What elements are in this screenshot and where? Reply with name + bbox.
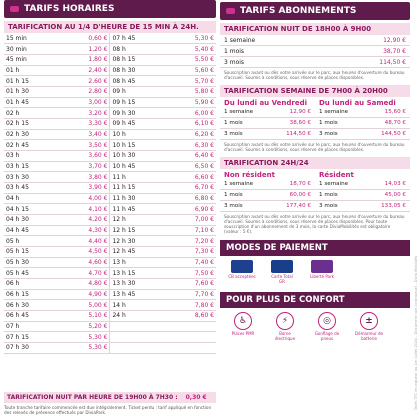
price-cell: 5,70 €	[167, 76, 216, 87]
table-row	[4, 225, 216, 236]
hourly-footnote: Toute tranche tarifaire commencée est due intégralement. Ticket perdu : tarif appliqué en fonction des relevés de présence effectués par DiviaPark.	[4, 405, 212, 415]
price-cell: 4,40 €	[60, 236, 110, 247]
table-row	[4, 118, 216, 129]
duration-cell: 24 h	[110, 310, 168, 321]
duration-cell: 07 h 45	[110, 33, 168, 44]
list-item	[315, 118, 410, 129]
total-gr-card-icon	[271, 260, 293, 273]
price-cell: 6,90 €	[167, 204, 216, 215]
price-cell: 5,20 €	[60, 321, 110, 332]
duration-cell: 06 h	[4, 278, 60, 289]
table-row	[4, 246, 216, 257]
price-cell	[167, 332, 216, 343]
hourly-rates-title: TARIFS HORAIRES	[24, 4, 115, 14]
price-cell: 1,20 €	[60, 44, 110, 55]
table-row	[4, 108, 216, 119]
table-row	[4, 332, 216, 343]
price-value: 45,00 €	[384, 192, 406, 198]
price-cell: 7,70 €	[167, 289, 216, 300]
hourly-rates-table	[4, 33, 216, 354]
list-item	[315, 107, 410, 118]
payment-methods	[220, 256, 410, 288]
table-row	[4, 97, 216, 108]
price-cell: 4,30 €	[60, 225, 110, 236]
table-row	[4, 44, 216, 55]
duration-cell: 11 h 30	[110, 193, 168, 204]
duration-cell: 02 h 45	[4, 140, 60, 151]
price-cell: 3,60 €	[60, 150, 110, 161]
price-cell: 6,20 €	[167, 129, 216, 140]
list-item	[220, 57, 410, 68]
full-col2-label: Résident	[319, 171, 354, 179]
table-row	[4, 129, 216, 140]
duration-cell: 08 h 45	[110, 76, 168, 87]
price-cell: 3,50 €	[60, 140, 110, 151]
payment-title: MODES DE PAIEMENT	[226, 243, 328, 253]
duration-cell: 07 h 15	[4, 332, 60, 343]
duration-cell: 12 h 45	[110, 246, 168, 257]
payment-header	[220, 240, 410, 256]
price-cell	[167, 321, 216, 332]
price-cell: 6,70 €	[167, 182, 216, 193]
table-row	[4, 150, 216, 161]
night-subscription-note: Souscription avant ou dès votre arrivée sur le parc, aux heures d'ouverture du bureau d'accueil. Soumis à conditions, sous réserve de places disponibles.	[224, 70, 405, 80]
duration-cell: 01 h	[4, 65, 60, 76]
table-row	[4, 204, 216, 215]
price-cell: 3,00 €	[60, 97, 110, 108]
duration-cell: 05 h	[4, 236, 60, 247]
price-value: 48,70 €	[384, 120, 406, 126]
duration-cell: 10 h 45	[110, 161, 168, 172]
price-cell: 7,00 €	[167, 214, 216, 225]
price-cell: 6,30 €	[167, 140, 216, 151]
hourly-rates-subtitle: TARIFICATION AU 1/4 D'HEURE DE 15 MIN À 24H.	[4, 21, 216, 33]
table-row	[4, 65, 216, 76]
price-cell: 7,40 €	[167, 257, 216, 268]
duration-cell: 05 h 15	[4, 246, 60, 257]
table-row	[4, 321, 216, 332]
period-label: 1 mois	[224, 192, 243, 198]
duration-cell: 01 h 15	[4, 76, 60, 87]
list-item	[220, 118, 315, 129]
price-cell: 3,20 €	[60, 108, 110, 119]
duration-cell: 14 h	[110, 300, 168, 311]
week-subscription-subtitle: TARIFICATION SEMAINE DE 7H00 À 20H00	[220, 85, 410, 97]
price-cell: 6,10 €	[167, 118, 216, 129]
price-cell: 4,00 €	[60, 193, 110, 204]
duration-cell: 09 h 15	[110, 97, 168, 108]
duration-cell: 04 h 45	[4, 225, 60, 236]
price-value: 177,40 €	[286, 203, 311, 209]
duration-cell: 01 h 30	[4, 86, 60, 97]
duration-cell: 09 h	[110, 86, 168, 97]
duration-cell: 09 h 45	[110, 118, 168, 129]
payment-label: Carte Total GR	[271, 274, 293, 284]
duration-cell: 06 h 30	[4, 300, 60, 311]
duration-cell: 06 h 15	[4, 289, 60, 300]
duration-cell: 04 h 15	[4, 204, 60, 215]
price-cell: 5,60 €	[167, 65, 216, 76]
payment-label: Liberté Park	[310, 274, 334, 279]
price-cell: 2,80 €	[60, 86, 110, 97]
comfort-header	[220, 292, 410, 308]
period-label: 3 mois	[319, 131, 338, 137]
price-cell: 6,50 €	[167, 161, 216, 172]
liberte-park-icon	[311, 260, 333, 273]
period-label: 3 mois	[224, 203, 243, 209]
list-item	[315, 129, 410, 140]
price-value: 114,50 €	[379, 58, 406, 66]
period-label: 3 mois	[224, 58, 245, 66]
night-subscription-rows	[220, 35, 410, 68]
week-subscription-note: Souscription avant ou dès votre arrivée sur le parc, aux heures d'ouverture du bureau d'accueil. Soumis à conditions, sous réserve de places disponibles.	[224, 142, 405, 152]
duration-cell	[110, 321, 168, 332]
duration-cell	[110, 332, 168, 343]
price-cell: 4,50 €	[60, 246, 110, 257]
price-cell: 7,80 €	[167, 300, 216, 311]
price-cell: 4,70 €	[60, 268, 110, 279]
table-row	[4, 33, 216, 44]
duration-cell: 05 h 30	[4, 257, 60, 268]
price-value: 38,70 €	[383, 47, 406, 55]
table-row	[4, 172, 216, 183]
price-cell: 5,40 €	[167, 44, 216, 55]
duration-cell: 11 h 45	[110, 204, 168, 215]
duration-cell: 13 h 30	[110, 278, 168, 289]
duration-cell: 11 h 15	[110, 182, 168, 193]
price-cell: 4,60 €	[60, 257, 110, 268]
table-row	[4, 236, 216, 247]
period-label: 1 semaine	[224, 181, 254, 187]
price-cell: 3,40 €	[60, 129, 110, 140]
week-col2-label: Du lundi au Samedi	[319, 99, 396, 107]
price-value: 14,03 €	[384, 181, 406, 187]
price-cell: 5,30 €	[60, 342, 110, 353]
period-label: 1 mois	[319, 120, 338, 126]
table-row	[4, 300, 216, 311]
comfort-item	[354, 312, 384, 341]
night-rate-value: 0,30 €	[185, 394, 207, 401]
comfort-item	[228, 312, 258, 341]
price-cell: 6,40 €	[167, 150, 216, 161]
duration-cell: 07 h 30	[4, 342, 60, 353]
price-cell: 7,10 €	[167, 225, 216, 236]
period-label: 1 mois	[224, 120, 243, 126]
list-item	[220, 107, 315, 118]
table-row	[4, 257, 216, 268]
comfort-services	[220, 308, 410, 345]
duration-cell: 03 h 45	[4, 182, 60, 193]
price-cell: 7,60 €	[167, 278, 216, 289]
period-label: 1 semaine	[224, 36, 256, 44]
price-cell: 1,80 €	[60, 54, 110, 65]
duration-cell: 07 h	[4, 321, 60, 332]
comfort-title: POUR PLUS DE CONFORT	[226, 295, 345, 305]
table-row	[4, 54, 216, 65]
battery-icon: ±	[360, 312, 378, 330]
duration-cell: 10 h 15	[110, 140, 168, 151]
credit-card-icon	[231, 260, 253, 273]
side-legal-text: Tarifs TTC en vigueur au 1er juillet 2024 – Document non contractuel – Divia Mobilités	[414, 255, 418, 410]
night-subscription-subtitle: TARIFICATION NUIT DE 18H00 À 9H00	[220, 23, 410, 35]
list-item	[315, 190, 410, 201]
price-value: 18,70 €	[289, 181, 311, 187]
price-cell: 7,20 €	[167, 236, 216, 247]
duration-cell: 01 h 45	[4, 97, 60, 108]
subscriptions-section	[220, 2, 410, 345]
ev-charger-icon: ⚡	[276, 312, 294, 330]
table-row	[4, 76, 216, 87]
duration-cell: 30 min	[4, 44, 60, 55]
price-cell: 2,40 €	[60, 65, 110, 76]
price-cell: 3,30 €	[60, 118, 110, 129]
price-cell: 5,10 €	[60, 310, 110, 321]
table-row	[4, 278, 216, 289]
payment-item	[228, 260, 256, 284]
price-cell: 8,60 €	[167, 310, 216, 321]
price-cell: 5,50 €	[167, 54, 216, 65]
period-label: 3 mois	[319, 203, 338, 209]
comfort-item	[270, 312, 300, 341]
list-item	[220, 35, 410, 46]
duration-cell: 02 h	[4, 108, 60, 119]
price-cell: 4,90 €	[60, 289, 110, 300]
hourly-rates-header	[4, 0, 216, 18]
table-row	[4, 289, 216, 300]
price-value: 12,90 €	[289, 109, 311, 115]
full-subscription-note: Souscription avant ou dès votre arrivée sur le parc, aux heures d'ouverture du bureau d'accueil. Soumis à conditions, sous réserve de places disponibles. Pour toute souscription d'un abonnement de 3 mois, la carte DiviaMobilités est obligatoire (valeur : 5 €).	[224, 214, 405, 234]
price-cell: 4,80 €	[60, 278, 110, 289]
price-cell: 3,90 €	[60, 182, 110, 193]
price-value: 12,90 €	[383, 36, 406, 44]
price-cell: 5,00 €	[60, 300, 110, 311]
table-row	[4, 268, 216, 279]
price-cell: 5,80 €	[167, 86, 216, 97]
list-item	[220, 46, 410, 57]
duration-cell: 12 h 30	[110, 236, 168, 247]
comfort-item	[312, 312, 342, 341]
list-item	[315, 179, 410, 190]
payment-item	[308, 260, 336, 284]
price-value: 38,60 €	[289, 120, 311, 126]
price-cell: 4,20 €	[60, 214, 110, 225]
list-item	[315, 201, 410, 212]
duration-cell	[110, 342, 168, 353]
comfort-label: Démarreur de batterie	[355, 331, 383, 341]
duration-cell: 04 h 30	[4, 214, 60, 225]
duration-cell: 45 min	[4, 54, 60, 65]
price-cell: 2,60 €	[60, 76, 110, 87]
duration-cell: 04 h	[4, 193, 60, 204]
table-row	[4, 193, 216, 204]
subscriptions-header	[220, 2, 410, 20]
car-icon	[10, 6, 19, 12]
list-item	[220, 129, 315, 140]
table-row	[4, 161, 216, 172]
duration-cell: 08 h 15	[110, 54, 168, 65]
duration-cell: 10 h 30	[110, 150, 168, 161]
table-row	[4, 310, 216, 321]
list-item	[220, 190, 315, 201]
subscriptions-title: TARIFS ABONNEMENTS	[240, 6, 357, 16]
price-cell: 4,10 €	[60, 204, 110, 215]
pmr-icon: ♿	[234, 312, 252, 330]
table-row	[4, 86, 216, 97]
price-cell: 6,00 €	[167, 108, 216, 119]
duration-cell: 13 h	[110, 257, 168, 268]
duration-cell: 03 h 15	[4, 161, 60, 172]
night-rate-bar	[4, 392, 216, 403]
duration-cell: 08 h	[110, 44, 168, 55]
price-value: 133,05 €	[381, 203, 406, 209]
car-icon	[226, 8, 235, 14]
price-value: 144,50 €	[381, 131, 406, 137]
table-row	[4, 214, 216, 225]
period-label: 1 semaine	[224, 109, 254, 115]
payment-item	[268, 260, 296, 284]
period-label: 1 semaine	[319, 181, 349, 187]
price-cell: 3,80 €	[60, 172, 110, 183]
duration-cell: 12 h 15	[110, 225, 168, 236]
price-value: 60,00 €	[289, 192, 311, 198]
price-cell	[167, 342, 216, 353]
price-cell: 6,60 €	[167, 172, 216, 183]
price-value: 15,60 €	[384, 109, 406, 115]
price-cell: 0,60 €	[60, 33, 110, 44]
table-row	[4, 140, 216, 151]
full-subscription-subtitle: TARIFICATION 24H/24	[220, 157, 410, 169]
full-subscription-table	[220, 169, 410, 212]
duration-cell: 11 h	[110, 172, 168, 183]
duration-cell: 13 h 15	[110, 268, 168, 279]
week-col1-label: Du lundi au Vendredi	[224, 99, 307, 107]
price-cell: 3,70 €	[60, 161, 110, 172]
night-rate-label: TARIFICATION NUIT PAR HEURE DE 19H00 À 7H30 :	[7, 394, 178, 401]
duration-cell: 15 min	[4, 33, 60, 44]
period-label: 3 mois	[224, 131, 243, 137]
period-label: 1 mois	[319, 192, 338, 198]
hourly-rates-section	[4, 0, 216, 354]
duration-cell: 09 h 30	[110, 108, 168, 119]
table-row	[4, 342, 216, 353]
duration-cell: 06 h 45	[4, 310, 60, 321]
list-item	[220, 201, 315, 212]
period-label: 1 semaine	[319, 109, 349, 115]
comfort-label: Places PMR	[231, 331, 255, 336]
price-cell: 5,90 €	[167, 97, 216, 108]
price-cell: 7,50 €	[167, 268, 216, 279]
price-cell: 7,30 €	[167, 246, 216, 257]
duration-cell: 10 h	[110, 129, 168, 140]
price-cell: 5,30 €	[60, 332, 110, 343]
price-value: 114,50 €	[286, 131, 311, 137]
duration-cell: 02 h 15	[4, 118, 60, 129]
duration-cell: 12 h	[110, 214, 168, 225]
duration-cell: 05 h 45	[4, 268, 60, 279]
duration-cell: 08 h 30	[110, 65, 168, 76]
period-label: 1 mois	[224, 47, 245, 55]
duration-cell: 03 h	[4, 150, 60, 161]
duration-cell: 13 h 45	[110, 289, 168, 300]
table-row	[4, 182, 216, 193]
duration-cell: 03 h 30	[4, 172, 60, 183]
comfort-label: Gonflage de pneus	[314, 331, 340, 341]
price-cell: 6,80 €	[167, 193, 216, 204]
comfort-label: Borne électrique	[274, 331, 296, 341]
tire-pump-icon: ◎	[318, 312, 336, 330]
list-item	[220, 179, 315, 190]
price-cell: 5,30 €	[167, 33, 216, 44]
week-subscription-table	[220, 97, 410, 140]
full-col1-label: Non résident	[224, 171, 275, 179]
payment-label: CB acceptées	[228, 274, 256, 279]
duration-cell: 02 h 30	[4, 129, 60, 140]
